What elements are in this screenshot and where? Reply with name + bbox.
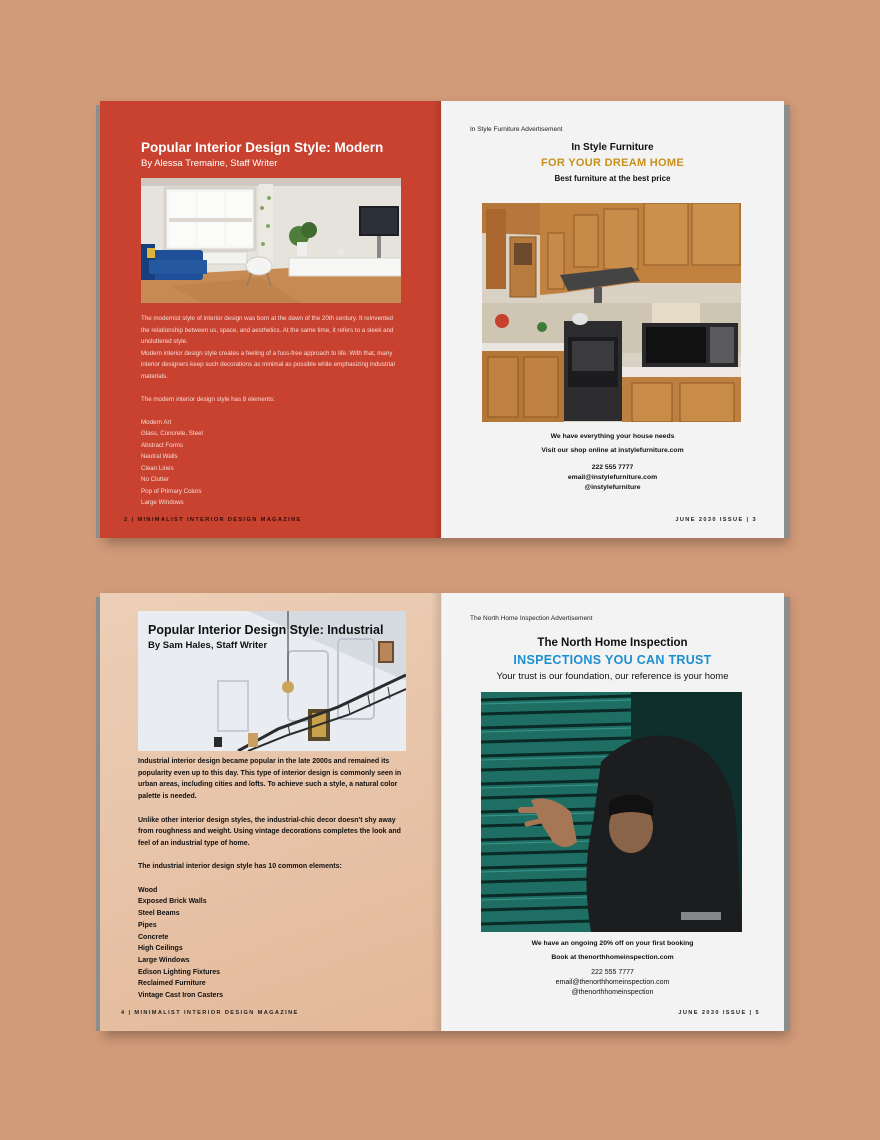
blinds-illustration (481, 692, 742, 932)
page-folio: 4 | MINIMALIST INTERIOR DESIGN MAGAZINE (121, 1010, 299, 1016)
list-item: Pop of Primary Colors (141, 487, 202, 495)
kitchen-illustration (482, 203, 741, 422)
list-item: Steel Beams (138, 910, 180, 918)
page-2-modern-article (100, 101, 441, 538)
magazine-spread-1 (100, 101, 784, 538)
list-item: Glass, Concrete, Steel (141, 430, 203, 437)
list-item: No Clutter (141, 476, 169, 483)
list-item: Clean Lines (141, 464, 174, 472)
ad-brand: The North Home Inspection (537, 637, 688, 649)
ad-tag: The North Home Inspection Advertisement (470, 615, 593, 622)
article-author: By Alessa Tremaine, Staff Writer (141, 158, 278, 169)
ad-subhead: Your trust is our foundation, our reference is your home (496, 671, 729, 682)
list-intro: The industrial interior design style has 10 common elements: (138, 863, 342, 871)
list-item: Vintage Cast Iron Casters (138, 992, 224, 1000)
ad-handle: @thenorthhomeinspection (571, 989, 654, 996)
list-item: High Ceilings (138, 945, 183, 953)
ad-handle: @instylefurniture (584, 484, 641, 491)
ad-brand: In Style Furniture (571, 142, 654, 153)
list-item: Large Windows (138, 956, 190, 964)
ad-line-1: We have everything your house needs (550, 433, 675, 440)
list-item: Pipes (138, 921, 157, 929)
ad-line-2: Book at thenorthhomeinspection.com (551, 954, 674, 961)
page-4-industrial-article (100, 593, 441, 1031)
page-folio: JUNE 2030 ISSUE | 5 (678, 1010, 760, 1016)
article-body (138, 756, 410, 1002)
article-author: By Sam Hales, Staff Writer (148, 640, 268, 651)
page-folio: 2 | MINIMALIST INTERIOR DESIGN MAGAZINE (124, 517, 302, 523)
list-item: Exposed Brick Walls (138, 898, 207, 906)
page-3-furniture-ad (441, 101, 784, 538)
ad-line-1: We have an ongoing 20% off on your first booking (531, 940, 694, 947)
ad-email: email@instylefurniture.com (567, 474, 658, 481)
list-item: Wood (138, 886, 158, 894)
article-title: Popular Interior Design Style: Modern (141, 140, 384, 155)
ad-headline: FOR YOUR DREAM HOME (540, 157, 684, 169)
page-5-inspection-ad (441, 593, 784, 1031)
page-folio: JUNE 2030 ISSUE | 3 (675, 517, 757, 523)
paragraph: Modern interior design style creates a feeling of a fuss-free approach to life. With that, many interior designers keep such decorations as minimal as possible while emphasizing industrial materials. (141, 349, 395, 380)
list-item: Edison Lighting Fixtures (138, 968, 221, 976)
list-intro: The modern interior design style has 8 elements: (141, 395, 275, 403)
ad-phone: 222 555 7777 (591, 969, 634, 976)
list-item: Large Windows (141, 499, 184, 506)
article-title: Popular Interior Design Style: Industrial (148, 623, 384, 637)
paragraph: The modernist style of interior design was born at the dawn of the 20th century. It reinvented the relationship between us, space, and aesthetics. At the same time, it refers to a sleek and uncluttered style. (141, 315, 394, 345)
list-item: Abstract Forms (141, 441, 183, 449)
elements-list (138, 885, 410, 1002)
ad-phone: 222 555 7777 (591, 464, 634, 471)
magazine-spread-2 (100, 593, 784, 1031)
page-edge (784, 597, 790, 1031)
kitchen-photo (482, 203, 741, 422)
page-edge (784, 105, 790, 538)
paragraph: Industrial interior design became popular in the late 2000s and remained its popularity even up to this day. This type of interior design is commonly seen in urban areas, including cities and lofts. To achieve such a style, a natural color palette is needed. (138, 758, 402, 801)
living-room-illustration (141, 178, 401, 303)
article-body (141, 313, 401, 509)
window-blinds-photo (481, 692, 742, 932)
ad-subhead: Best furniture at the best price (554, 174, 671, 183)
list-item: Modern Art (141, 418, 172, 426)
ad-headline: INSPECTIONS YOU CAN TRUST (513, 653, 712, 667)
list-item: Reclaimed Furniture (138, 980, 206, 988)
ad-line-2: Visit our shop online at instylefurniture.com (541, 447, 684, 454)
elements-list (141, 417, 401, 509)
ad-tag: In Style Furniture Advertisement (470, 126, 563, 133)
modern-living-room-photo (141, 178, 401, 303)
ad-email: email@thenorthhomeinspection.com (555, 979, 670, 986)
list-item: Concrete (138, 933, 169, 941)
list-item: Neutral Walls (141, 453, 178, 460)
paragraph: Unlike other interior design styles, the industrial-chic decor doesn't shy away from roughness and weight. Using vintage decorations completes the look and feel of an industrial type of home. (138, 816, 401, 847)
